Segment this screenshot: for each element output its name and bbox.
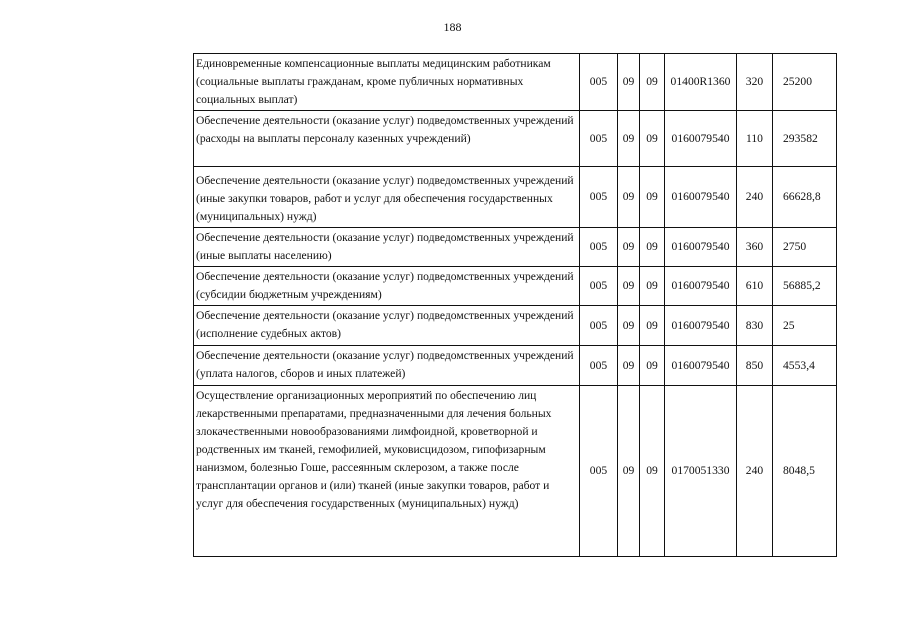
table-row	[194, 167, 837, 228]
amount-value: 66628,8	[773, 167, 837, 228]
row-description: Обеспечение деятельности (оказание услуг) подведомственных учреждений (уплата налогов, сборов и иных платежей)	[194, 346, 580, 386]
page-number: 188	[443, 20, 462, 34]
section-code: 09	[618, 267, 640, 306]
expense-type-code: 110	[737, 111, 773, 167]
row-description: Обеспечение деятельности (оказание услуг) подведомственных учреждений (иные выплаты населению)	[194, 228, 580, 267]
table-row	[194, 267, 837, 306]
table-row	[194, 306, 837, 346]
target-code: 0160079540	[665, 267, 737, 306]
section-code: 09	[618, 346, 640, 386]
amount-value: 4553,4	[773, 346, 837, 386]
expense-type-code: 320	[737, 54, 773, 111]
amount-value: 8048,5	[773, 386, 837, 557]
target-code: 0160079540	[665, 167, 737, 228]
ministry-code: 005	[580, 167, 618, 228]
row-description: Обеспечение деятельности (оказание услуг) подведомственных учреждений (иные закупки товаров, работ и услуг для обеспечения государственных (муниципальных) нужд)	[194, 167, 580, 228]
subsection-code: 09	[640, 228, 665, 267]
ministry-code: 005	[580, 386, 618, 557]
amount-value: 293582	[773, 111, 837, 167]
table-row	[194, 228, 837, 267]
subsection-code: 09	[640, 267, 665, 306]
expense-type-code: 830	[737, 306, 773, 346]
amount-value: 25	[773, 306, 837, 346]
subsection-code: 09	[640, 54, 665, 111]
section-code: 09	[618, 386, 640, 557]
subsection-code: 09	[640, 111, 665, 167]
row-description: Обеспечение деятельности (оказание услуг) подведомственных учреждений (субсидии бюджетным учреждениям)	[194, 267, 580, 306]
amount-value: 25200	[773, 54, 837, 111]
expense-type-code: 360	[737, 228, 773, 267]
expense-type-code: 240	[737, 386, 773, 557]
target-code: 0170051330	[665, 386, 737, 557]
row-description: Обеспечение деятельности (оказание услуг) подведомственных учреждений (исполнение судебных актов)	[194, 306, 580, 346]
ministry-code: 005	[580, 267, 618, 306]
subsection-code: 09	[640, 306, 665, 346]
ministry-code: 005	[580, 346, 618, 386]
ministry-code: 005	[580, 306, 618, 346]
budget-table	[193, 53, 837, 557]
row-description: Осуществление организационных мероприятий по обеспечению лиц лекарственными препаратами, предназначенными для лечения больных злокачественными новообразованиями лимфоидной, кроветворной и родственных им тканей, гемофилией, муковисцидозом, гипофизарным нанизмом, болезнью Гоше, рассеянным склерозом, а также после трансплантации органов и (или) тканей (иные закупки товаров, работ и услуг для обеспечения государственных (муниципальных) нужд)	[194, 386, 580, 557]
section-code: 09	[618, 228, 640, 267]
expense-type-code: 240	[737, 167, 773, 228]
target-code: 0160079540	[665, 306, 737, 346]
subsection-code: 09	[640, 386, 665, 557]
subsection-code: 09	[640, 346, 665, 386]
subsection-code: 09	[640, 167, 665, 228]
section-code: 09	[618, 54, 640, 111]
ministry-code: 005	[580, 111, 618, 167]
target-code: 01400R1360	[665, 54, 737, 111]
table-row	[194, 111, 837, 167]
expense-type-code: 610	[737, 267, 773, 306]
target-code: 0160079540	[665, 346, 737, 386]
ministry-code: 005	[580, 54, 618, 111]
table-row	[194, 54, 837, 111]
amount-value: 2750	[773, 228, 837, 267]
section-code: 09	[618, 167, 640, 228]
row-description: Единовременные компенсационные выплаты медицинским работникам (социальные выплаты гражданам, кроме публичных нормативных социальных выплат)	[194, 54, 580, 111]
expense-type-code: 850	[737, 346, 773, 386]
amount-value: 56885,2	[773, 267, 837, 306]
row-description: Обеспечение деятельности (оказание услуг) подведомственных учреждений (расходы на выплаты персоналу казенных учреждений)	[194, 111, 580, 167]
table-row	[194, 346, 837, 386]
ministry-code: 005	[580, 228, 618, 267]
target-code: 0160079540	[665, 228, 737, 267]
section-code: 09	[618, 306, 640, 346]
table-row	[194, 386, 837, 557]
target-code: 0160079540	[665, 111, 737, 167]
section-code: 09	[618, 111, 640, 167]
